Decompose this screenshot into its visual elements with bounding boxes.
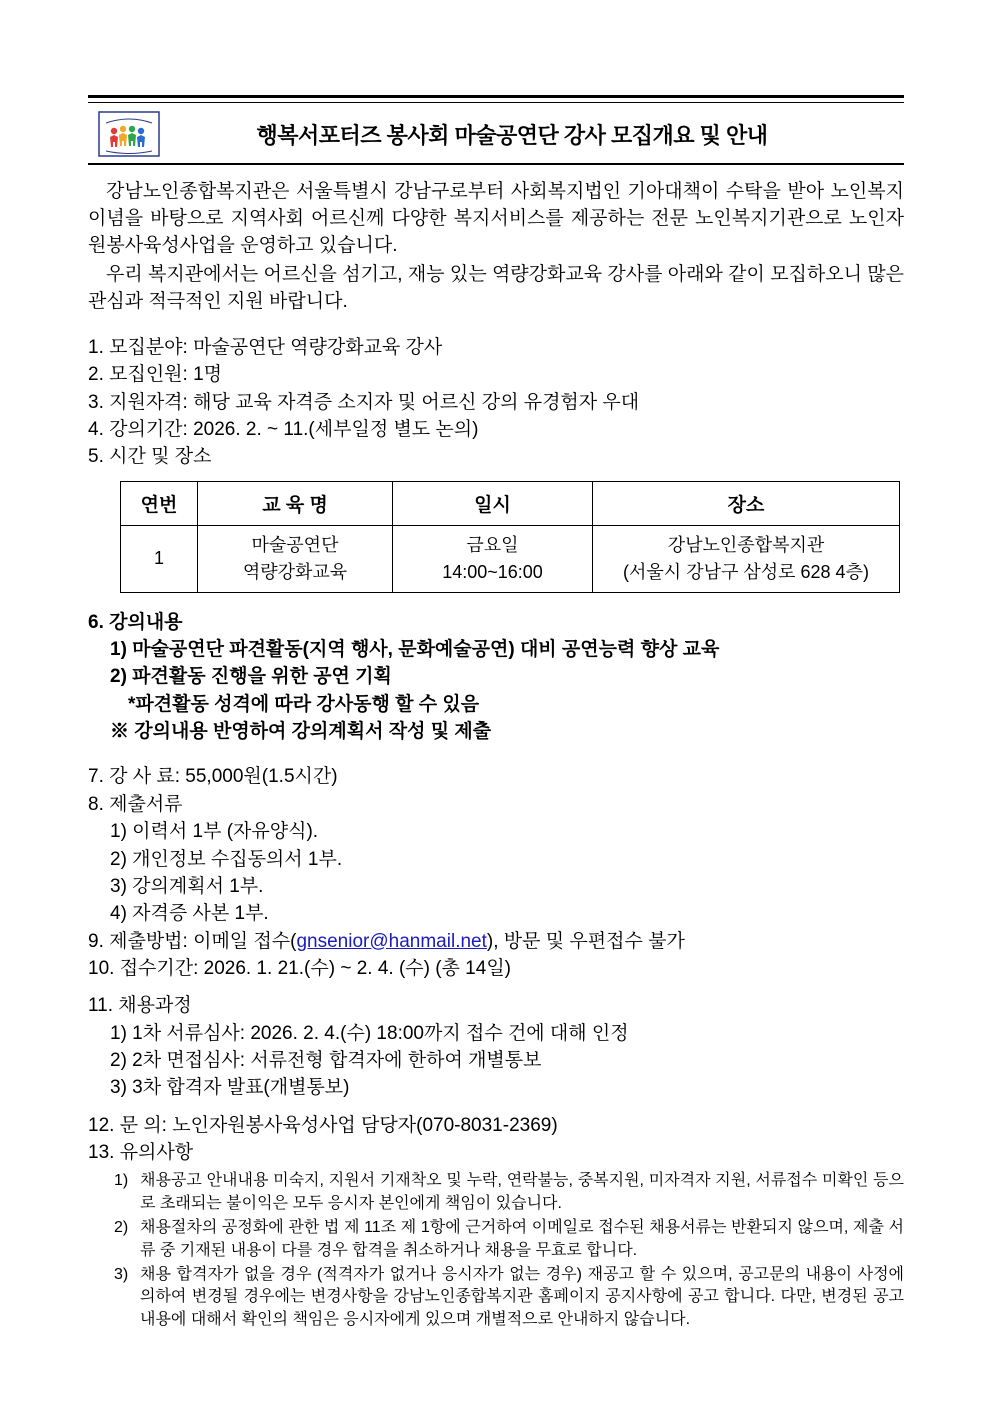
note-number: 2) <box>114 1219 129 1237</box>
column-header-datetime: 일시 <box>393 481 593 525</box>
cell-place <box>593 525 900 592</box>
note-number: 1) <box>114 1172 129 1190</box>
cell-course-line2: 역량강화교육 <box>242 561 348 582</box>
section13-title: 13. 유의사항 <box>88 1142 194 1164</box>
section-cautions <box>88 1139 904 1331</box>
cell-place-line2: (서울시 강남구 삼성로 628 4층) <box>623 561 869 582</box>
item-field: 1. 모집분야: 마술공연단 역량강화교육 강사 <box>88 336 443 358</box>
section-hiring-process <box>88 992 904 1101</box>
list-item <box>88 1170 904 1215</box>
section11-item-1: 1) 1차 서류심사: 2026. 2. 4.(수) 18:00까지 접수 건에 대해 인정 <box>110 1022 629 1044</box>
section8-item-3: 3) 강의계획서 1부. <box>110 875 264 897</box>
section6-submission-note: ※ 강의내용 반영하여 강의계획서 작성 및 제출 <box>110 721 492 743</box>
cell-place-line1: 강남노인종합복지관 <box>667 534 825 555</box>
table-row <box>121 525 900 592</box>
section9-submission-method <box>88 928 904 955</box>
section7-fee: 7. 강 사 료: 55,000원(1.5시간) <box>88 766 338 788</box>
organization-logo-icon <box>98 111 160 157</box>
item-qualification: 3. 지원자격: 해당 교육 자격증 소지자 및 어르신 강의 유경험자 우대 <box>88 391 640 413</box>
section11-item-2: 2) 2차 면접심사: 서류전형 합격자에 한하여 개별통보 <box>110 1050 542 1072</box>
column-header-no: 연번 <box>121 481 198 525</box>
section8-item-2: 2) 개인정보 수집동의서 1부. <box>110 848 343 870</box>
section-fee <box>88 763 904 790</box>
intro-paragraph-1: 강남노인종합복지관은 서울특별시 강남구로부터 사회복지법인 기아대책이 수탁을 받아 노인복지 이념을 바탕으로 지역사회 어르신께 다양한 복지서비스를 제공하는 전문 노인복지기관으로 노인자원봉사육성사업을 운영하고 있습니다. <box>88 181 904 256</box>
section11-item-3: 3) 3차 합격자 발표(개별통보) <box>110 1077 350 1099</box>
section6-title: 6. 강의내용 <box>88 611 183 633</box>
note-text: 채용공고 안내내용 미숙지, 지원서 기재착오 및 누락, 연락불능, 중복지원, 미자격자 지원, 서류접수 미확인 등으로 초래되는 불이익은 모두 응시자 본인에게 책임이 있습니다. <box>140 1172 904 1212</box>
document-header <box>88 103 904 165</box>
section-lecture-content <box>88 609 904 746</box>
cell-datetime-line2: 14:00~16:00 <box>442 561 543 582</box>
cell-course <box>198 525 393 592</box>
cell-no: 1 <box>121 525 198 592</box>
note-text: 채용절차의 공정화에 관한 법 제 11조 제 1항에 근거하여 이메일로 접수된 채용서류는 반환되지 않으며, 제출 서류 중 기재된 내용이 다를 경우 합격을 취소하거나 채용을 무효로 합니다. <box>140 1219 904 1259</box>
note-text: 채용 합격자가 없을 경우 (적격자가 없거나 응시자가 없는 경우) 재공고 할 수 있으며, 공고문의 내용이 사정에 의하여 변경될 경우에는 변경사항을 강남노인종합복지관 홈페이지 공지사항에 공고 합니다. 다만, 변경된 공고 내용에 대해서 확인의 책임은 응시자에게 있으며 개별적으로 안내하지 않습니다. <box>140 1266 904 1328</box>
section9-suffix: ), 방문 및 우편접수 불가 <box>486 930 685 952</box>
cautions-list <box>88 1170 904 1331</box>
item-headcount: 2. 모집인원: 1명 <box>88 364 223 386</box>
section8-title: 8. 제출서류 <box>88 793 183 815</box>
section11-title: 11. 채용과정 <box>88 995 192 1017</box>
item-time-place: 5. 시간 및 장소 <box>88 446 212 468</box>
column-header-course: 교 육 명 <box>198 481 393 525</box>
section10-application-period: 10. 접수기간: 2026. 1. 21.(수) ~ 2. 4. (수) (총 14일) <box>88 957 512 979</box>
section12-contact: 12. 문 의: 노인자원봉사육성사업 담당자(070-8031-2369) <box>88 1114 558 1136</box>
header-top-rule <box>88 95 904 103</box>
item-period: 4. 강의기간: 2026. 2. ~ 11.(세부일정 별도 논의) <box>88 418 479 440</box>
recruitment-items <box>88 334 904 471</box>
section-documents <box>88 791 904 928</box>
schedule-table <box>120 481 900 593</box>
list-item <box>88 1264 904 1331</box>
page-title: 행복서포터즈 봉사회 마술공연단 강사 모집개요 및 안내 <box>256 122 768 148</box>
section8-item-4: 4) 자격증 사본 1부. <box>110 903 269 925</box>
section6-item-2: 2) 파견활동 진행을 위한 공연 기획 <box>110 666 392 688</box>
table-header-row <box>121 481 900 525</box>
cell-datetime-line1: 금요일 <box>466 534 519 555</box>
section6-note: *파견활동 성격에 따라 강사동행 할 수 있음 <box>128 693 480 715</box>
email-link[interactable]: gnsenior@hanmail.net <box>296 930 487 952</box>
section9-prefix: 9. 제출방법: 이메일 접수( <box>88 930 297 952</box>
section8-item-1: 1) 이력서 1부 (자유양식). <box>110 821 319 843</box>
cell-datetime <box>393 525 593 592</box>
column-header-place: 장소 <box>593 481 900 525</box>
cell-course-line1: 마술공연단 <box>251 534 339 555</box>
section6-item-1: 1) 마술공연단 파견활동(지역 행사, 문화예술공연) 대비 공연능력 향상 교육 <box>110 639 720 660</box>
note-number: 3) <box>114 1266 129 1284</box>
intro-paragraph-2: 우리 복지관에서는 어르신을 섬기고, 재능 있는 역량강화교육 강사를 아래와 같이 모집하오니 많은 관심과 적극적인 지원 바랍니다. <box>88 263 904 312</box>
list-item <box>88 1217 904 1262</box>
